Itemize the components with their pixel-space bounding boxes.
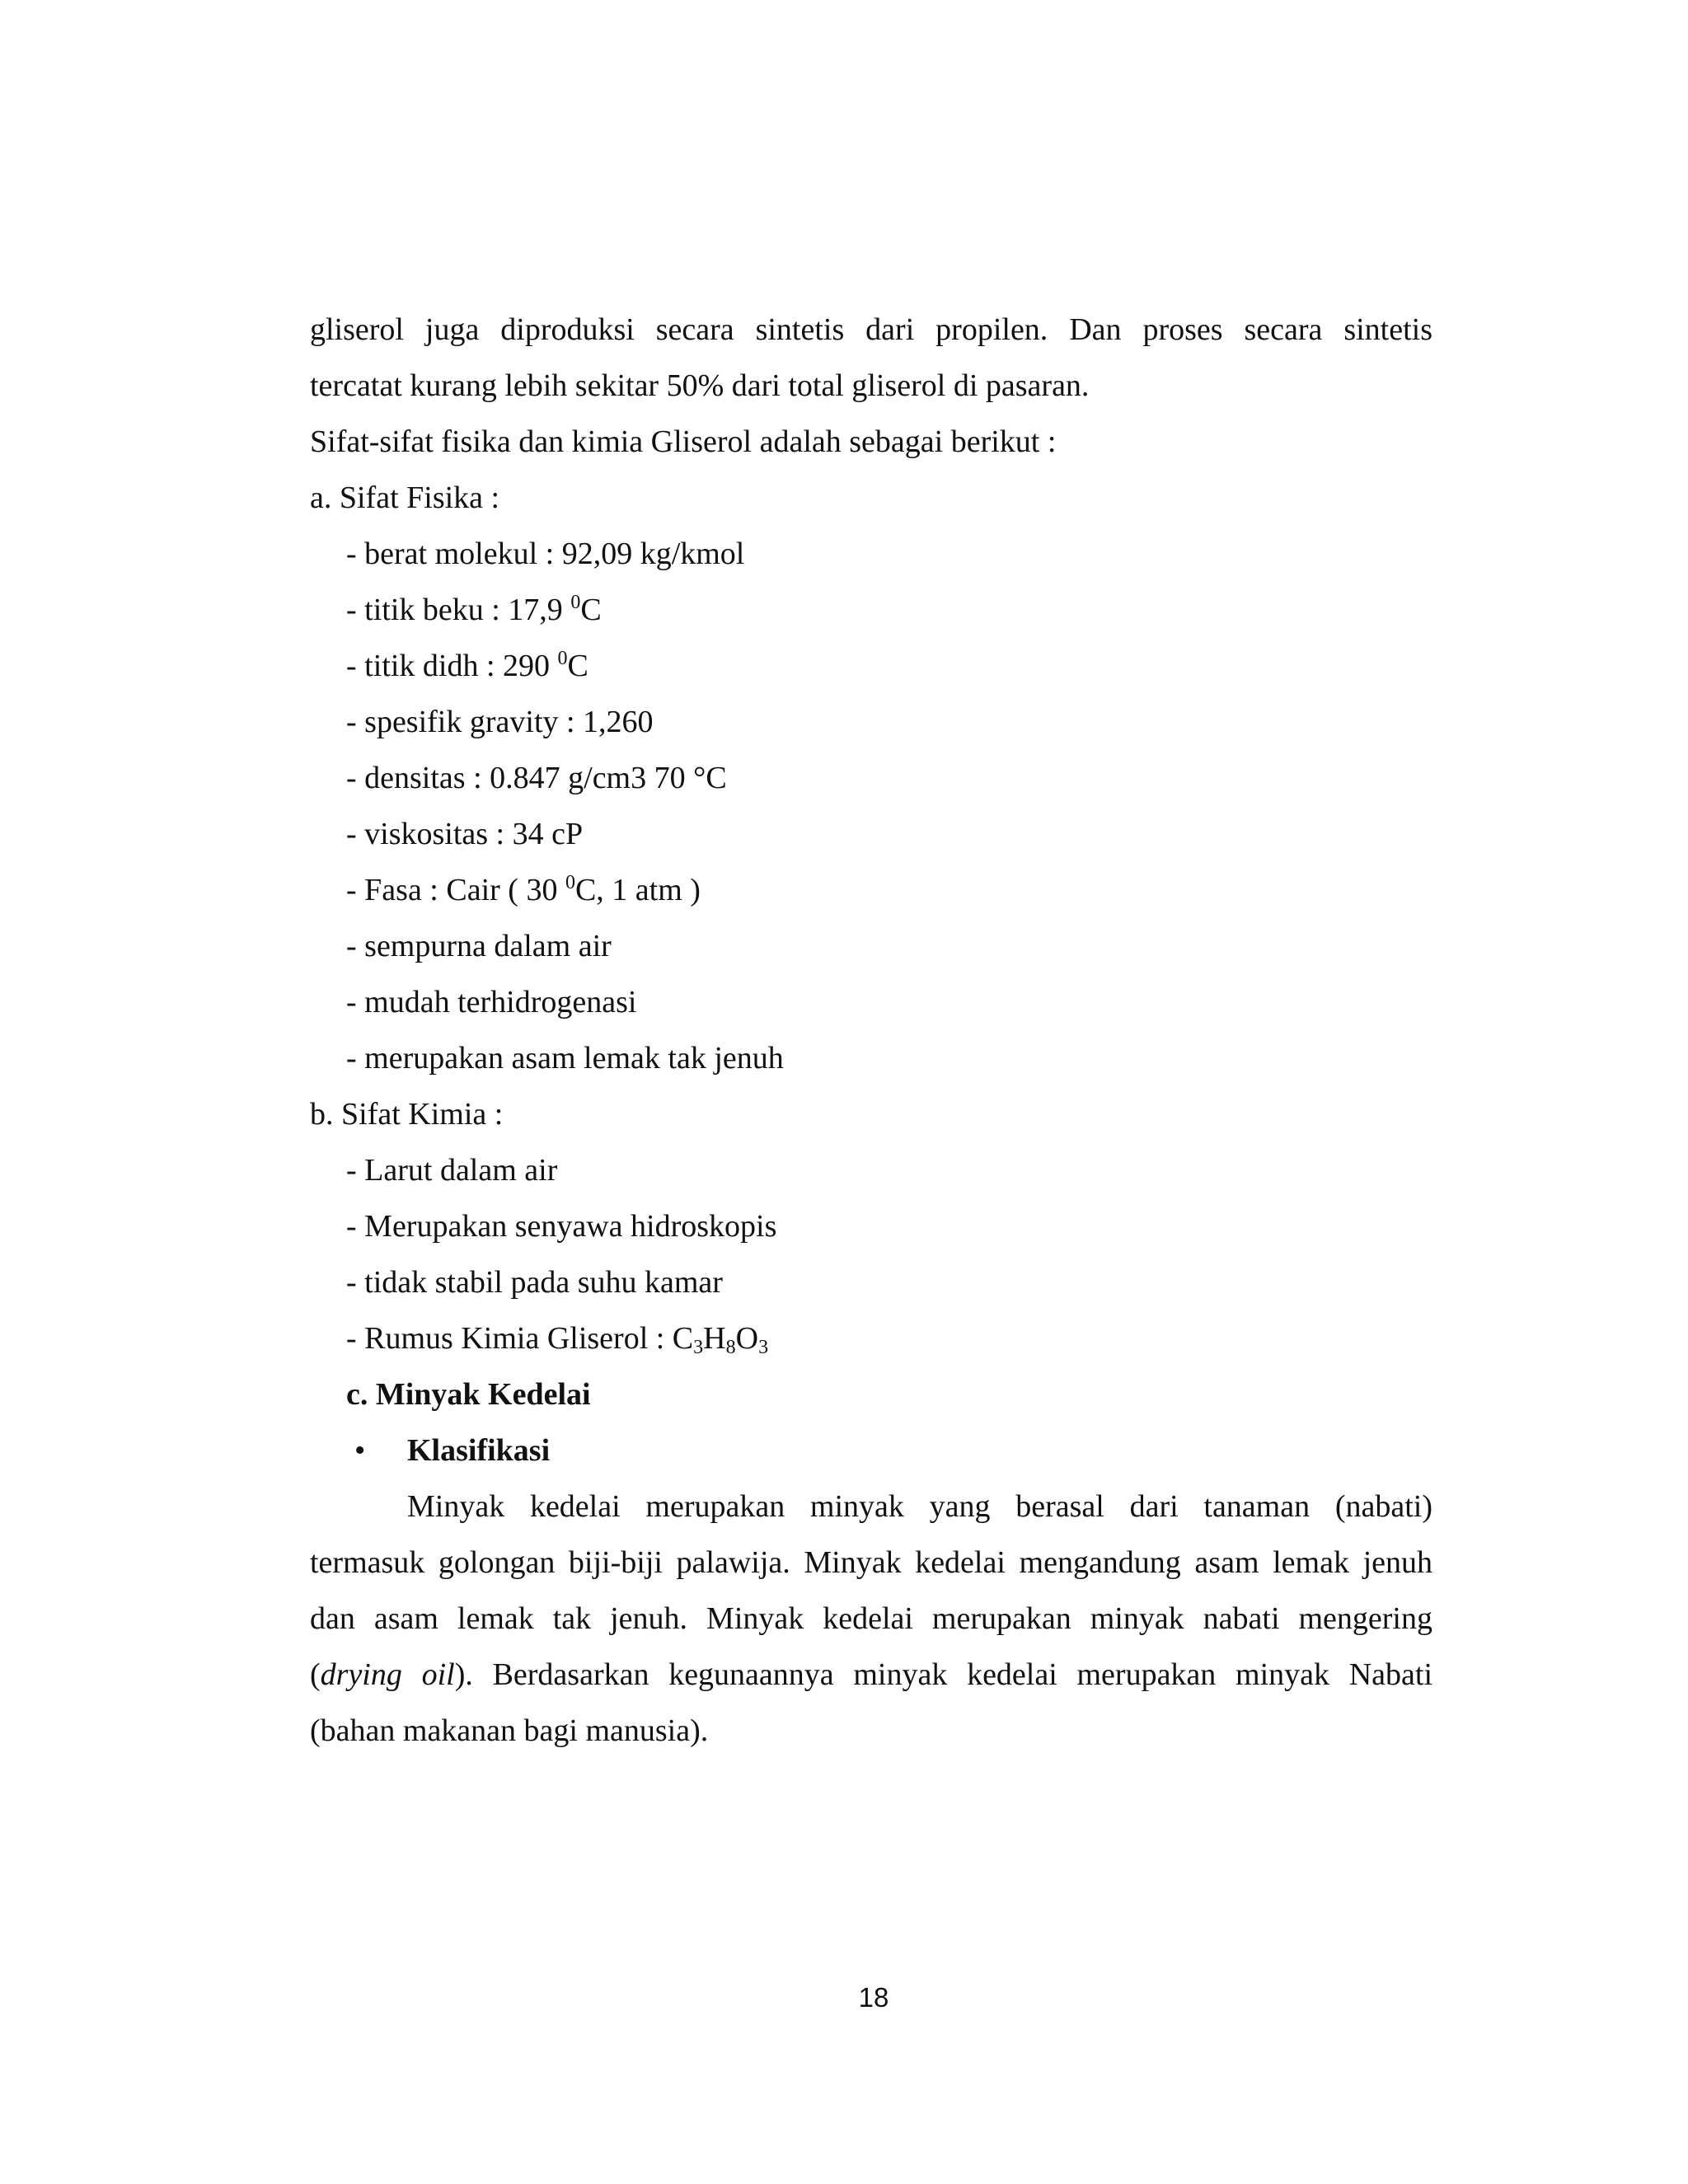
physical-heading: a. Sifat Fisika : xyxy=(310,480,500,515)
unit-text: C xyxy=(567,649,588,683)
paragraph-kedelai-line-3: dan asam lemak tak jenuh. Minyak kedelai merupakan minyak nabati mengering xyxy=(310,1601,1432,1636)
degree-superscript: 0 xyxy=(557,648,568,669)
bullet-label: Klasifikasi xyxy=(407,1433,551,1468)
paren-open: ( xyxy=(310,1657,321,1692)
paragraph-kedelai-line-5: (bahan makanan bagi manusia). xyxy=(310,1713,709,1748)
item-text: - Fasa : Cair ( 30 xyxy=(346,873,565,907)
paragraph-intro-line-2: tercatat kurang lebih sekitar 50% dari total gliserol di pasaran. xyxy=(310,368,1090,403)
page-number: 18 xyxy=(858,1982,889,2013)
formula-subscript: 8 xyxy=(725,1337,736,1358)
chemical-item: - Merupakan senyawa hidroskopis xyxy=(346,1209,777,1244)
physical-item: - spesifik gravity : 1,260 xyxy=(346,705,654,739)
unit-text: C, 1 atm ) xyxy=(574,873,701,907)
item-text: - titik didh : 290 xyxy=(346,649,558,683)
paragraph-intro-line-1: gliserol juga diproduksi secara sintetis dari propilen. Dan proses secara sintetis xyxy=(310,312,1432,347)
chemical-item: - tidak stabil pada suhu kamar xyxy=(346,1265,723,1300)
physical-item xyxy=(346,645,588,687)
physical-item: - berat molekul : 92,09 kg/kmol xyxy=(346,537,745,571)
physical-item: - mudah terhidrogenasi xyxy=(346,985,637,1019)
italic-term: drying oil xyxy=(320,1657,455,1692)
paragraph-kedelai-line-4 xyxy=(310,1654,1432,1695)
degree-superscript: 0 xyxy=(570,592,581,613)
formula-subscript: 3 xyxy=(693,1337,704,1358)
paragraph-kedelai-line-1: Minyak kedelai merupakan minyak yang berasal dari tanaman (nabati) xyxy=(407,1489,1432,1524)
physical-item: - sempurna dalam air xyxy=(346,929,612,963)
physical-item: - densitas : 0.847 g/cm3 70 °C xyxy=(346,761,727,795)
physical-item xyxy=(346,589,602,630)
unit-text: C xyxy=(580,593,602,627)
bullet-icon: • xyxy=(354,1433,366,1468)
physical-item xyxy=(346,869,701,911)
formula-element: O xyxy=(735,1321,759,1356)
item-text: - titik beku : 17,9 xyxy=(346,593,571,627)
section-c-heading: c. Minyak Kedelai xyxy=(346,1377,591,1412)
chemical-heading: b. Sifat Kimia : xyxy=(310,1097,504,1132)
physical-item: - viskositas : 34 cP xyxy=(346,817,584,851)
properties-intro: Sifat-sifat fisika dan kimia Gliserol adalah sebagai berikut : xyxy=(310,424,1057,459)
formula-element: H xyxy=(703,1321,726,1356)
formula-subscript: 3 xyxy=(758,1337,769,1358)
chemical-formula-item xyxy=(346,1318,768,1359)
physical-item: - merupakan asam lemak tak jenuh xyxy=(346,1041,784,1076)
paragraph-kedelai-line-2: termasuk golongan biji-biji palawija. Minyak kedelai mengandung asam lemak jenuh xyxy=(310,1545,1432,1580)
line-text: ). Berdasarkan kegunaannya minyak kedelai merupakan minyak Nabati xyxy=(454,1657,1432,1692)
chemical-item: - Larut dalam air xyxy=(346,1153,558,1188)
degree-superscript: 0 xyxy=(565,872,575,893)
formula-prefix: - Rumus Kimia Gliserol : C xyxy=(346,1321,694,1356)
